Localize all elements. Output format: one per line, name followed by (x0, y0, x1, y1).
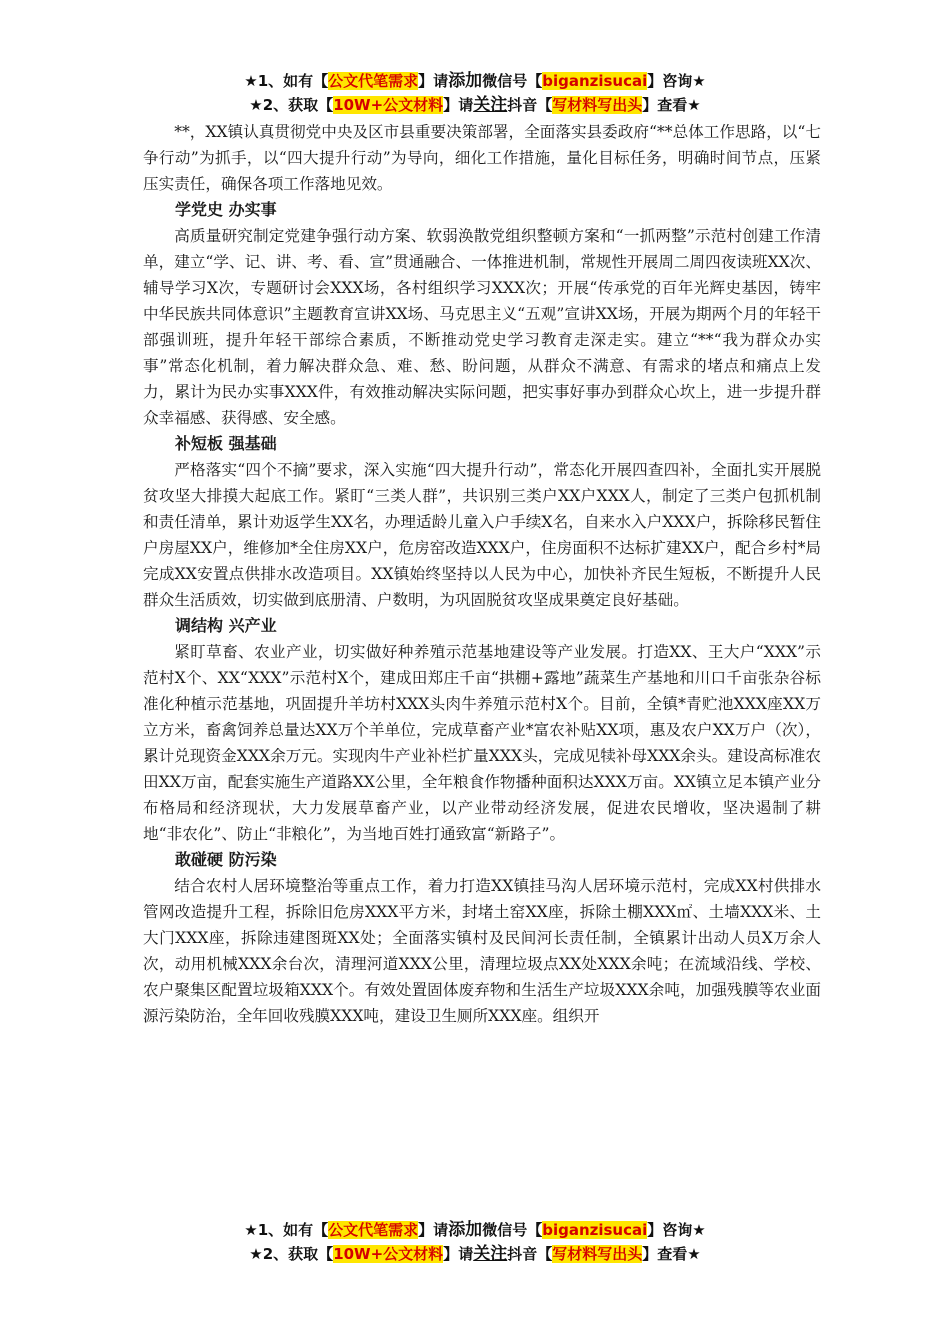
section-heading: 敢碰硬 防污染 (175, 850, 277, 869)
promo-text: ★2、获取【 (249, 1245, 334, 1263)
promo-douyin-id: 写材料写出头 (552, 1245, 643, 1263)
promo-text: 微信号【 (482, 1221, 543, 1239)
promo-text: 】咨询★ (647, 1221, 706, 1239)
promo-highlight: 10W+公文材料 (333, 96, 444, 114)
promo-line-bottom-2 (0, 1242, 950, 1266)
promo-line-top-2 (0, 93, 950, 117)
promo-text: 】请 (418, 1221, 449, 1239)
promo-text: ★2、获取【 (249, 96, 334, 114)
section-paragraph: 紧盯草畜、农业产业，切实做好种养殖示范基地建设等产业发展。打造XX、王大户“XXX”示范村X个、XX“XXX”示范村X个，建成田郑庄千亩“拱棚+露地”蔬菜生产基地和川口千亩张杂谷标准化种植示范基地，巩固提升羊坊村XXX头肉牛养殖示范村X个。目前，全镇*青贮池XXX座XX万立方米，畜禽饲养总量达XX万个羊单位，完成草畜产业*富农补贴XX项，惠及农户XX万户（次），累计兑现资金XXX余万元。实现肉牛产业补栏扩量XXX头，完成见犊补母XXX余头。建设高标准农田XX万亩，配套实施生产道路XX公里，全年粮食作物播种面积达XXX万亩。XX镇立足本镇产业分布格局和经济现状，大力发展草畜产业，以产业带动经济发展，促进农民增收，坚决遏制了耕地“非农化”、防止“非粮化”，为当地百姓打通致富“新路子”。 (143, 643, 821, 843)
promo-text: 】请 (443, 96, 474, 114)
promo-text: 】查看★ (642, 1245, 701, 1263)
promo-text: ★1、如有【 (244, 72, 329, 90)
promo-highlight: 公文代笔需求 (328, 1221, 419, 1239)
promo-text: 】请 (443, 1245, 474, 1263)
section-paragraph: 严格落实“四个不摘”要求，深入实施“四大提升行动”，常态化开展四查四补，全面扎实开展脱贫攻坚大排摸大起底工作。紧盯“三类人群”，共识别三类户XX户XXX人，制定了三类户包抓机制和责任清单，累计劝返学生XX名，办理适龄儿童入户手续X名，自来水入户XXX户，拆除移民暂住户房屋XX户，维修加*全住房XX户，危房窑改造XXX户，住房面积不达标扩建XX户，配合乡村*局完成XX安置点供排水改造项目。XX镇始终坚持以人民为中心，加快补齐民生短板，不断提升人民群众生活质效，切实做到底册清、户数明，为巩固脱贫攻坚成果奠定良好基础。 (143, 461, 821, 609)
intro-paragraph: **，XX镇认真贯彻党中央及区市县重要决策部署，全面落实县委政府“**总体工作思路，以“七争行动”为抓手，以“四大提升行动”为导向，细化工作措施，量化目标任务，明确时间节点，压紧压实责任，确保各项工作落地见效。 (143, 123, 821, 193)
promo-emphasis: 添加 (448, 71, 483, 91)
promo-highlight: 10W+公文材料 (333, 1245, 444, 1263)
promo-text: 抖音【 (507, 1245, 553, 1263)
section-heading: 调结构 兴产业 (175, 616, 277, 635)
promo-douyin-id: 写材料写出头 (552, 96, 643, 114)
promo-text: 】查看★ (642, 96, 701, 114)
promo-text: ★1、如有【 (244, 1221, 329, 1239)
promo-emphasis: 关注 (473, 1244, 508, 1264)
promo-emphasis: 添加 (448, 1220, 483, 1240)
promo-wechat-id: biganzisucai (542, 72, 648, 90)
promo-text: 】请 (418, 72, 449, 90)
promo-text: 抖音【 (507, 96, 553, 114)
promo-text: 】咨询★ (647, 72, 706, 90)
section-paragraph: 高质量研究制定党建争强行动方案、软弱涣散党组织整顿方案和“一抓两整”示范村创建工作清单，建立“学、记、讲、考、看、宣”贯通融合、一体推进机制，常规性开展周二周四夜读班XX次、辅导学习X次，专题研讨会XXX场，各村组织学习XXX次；开展“传承党的百年光辉史基因，铸牢中华民族共同体意识”主题教育宣讲XX场、马克思主义“五观”宣讲XX场，开展为期两个月的年轻干部强训班，提升年轻干部综合素质，不断推动党史学习教育走深走实。建立“**“我为群众办实事”常态化机制，着力解决群众急、难、愁、盼问题，从群众不满意、有需求的堵点和痛点上发力，累计为民办实事XXX件，有效推动解决实际问题，把实事好事办到群众心坎上，进一步提升群众幸福感、获得感、安全感。 (143, 227, 821, 427)
section-heading: 学党史 办实事 (175, 200, 277, 219)
promo-text: 微信号【 (482, 72, 543, 90)
promo-line-top-1 (0, 69, 950, 93)
promo-highlight: 公文代笔需求 (328, 72, 419, 90)
promo-emphasis: 关注 (473, 95, 508, 115)
section-heading: 补短板 强基础 (175, 434, 277, 453)
section-paragraph: 结合农村人居环境整治等重点工作，着力打造XX镇挂马沟人居环境示范村，完成XX村供排水管网改造提升工程，拆除旧危房XXX平方米，封堵土窑XX座，拆除土棚XXX㎡、土墙XXX米、土大门XXX座，拆除违建图斑XX处；全面落实镇村及民间河长责任制，全镇累计出动人员X万余人次，动用机械XXX余台次，清理河道XXX公里，清理垃圾点XX处XXX余吨；在流域沿线、学校、农户聚集区配置垃圾箱XXX个。有效处置固体废弃物和生活生产垃圾XXX余吨，加强残膜等农业面源污染防治，全年回收残膜XXX吨，建设卫生厕所XXX座。组织开 (143, 877, 821, 1025)
promo-line-bottom-1 (0, 1218, 950, 1242)
promo-wechat-id: biganzisucai (542, 1221, 648, 1239)
article-body (143, 119, 821, 1029)
